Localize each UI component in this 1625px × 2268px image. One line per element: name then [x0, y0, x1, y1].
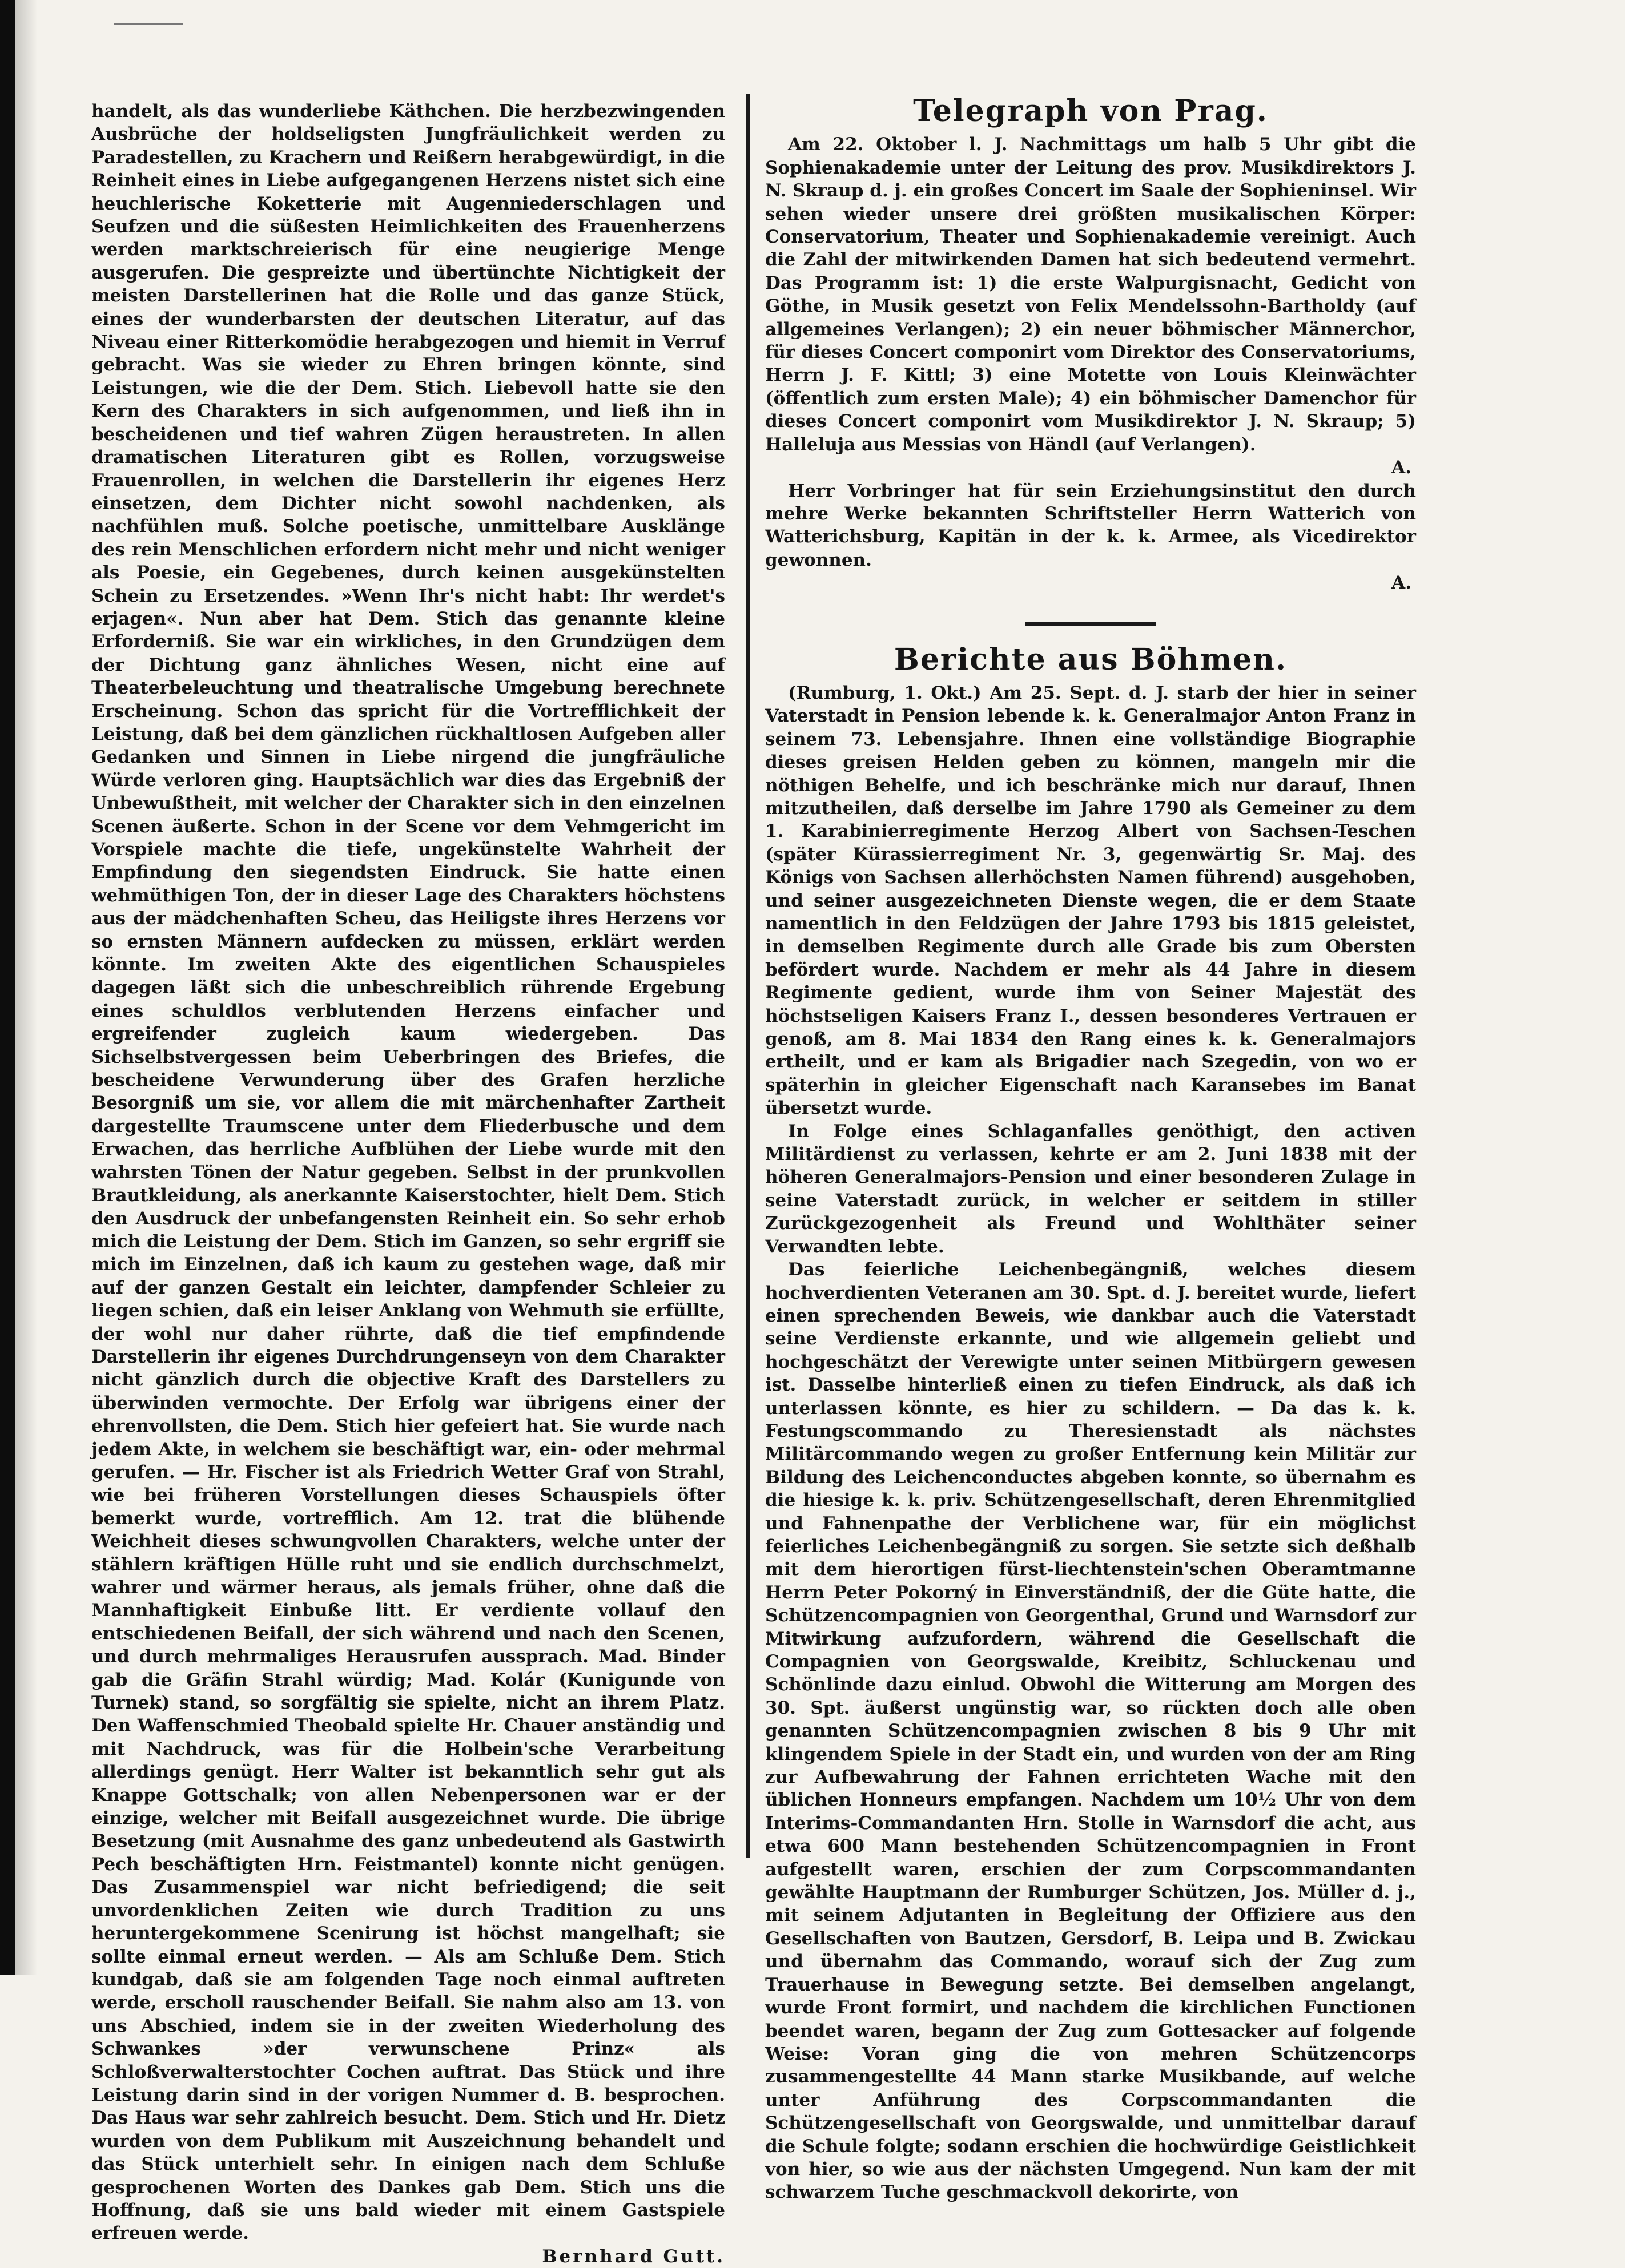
section-title-berichte: Berichte aus Böhmen.	[894, 642, 1288, 677]
left-column	[91, 100, 725, 2268]
telegraph-paragraph-2: Herr Vorbringer hat für sein Erziehungsinstitut den durch mehre Werke bekannten Schriftsteller Herrn Watterich von Watterichsburg, Kapitän in der k. k. Armee, als Vicedirektor gewonnen.	[765, 480, 1416, 570]
telegraph-signature-1: A.	[1391, 457, 1411, 478]
author-signature: Bernhard Gutt.	[542, 2246, 725, 2267]
column-rule	[746, 94, 750, 1858]
telegraph-signature-2: A.	[1391, 573, 1411, 594]
berichte-paragraph-3: Das feierliche Leichenbegängniß, welches diesem hochverdienten Veteranen am 30. Spt. d. J. bereitet wurde, liefert einen sprechenden Beweis, wie dankbar auch die Vaterstadt seine Verdienste erkannte, und wie allgemein geliebt und hochgeschätzt der Verewigte unter seinen Mitbürgern gewesen ist. Dasselbe hinterließ einen zu tiefen Eindruck, als daß ich unterlassen könnte, es hier zu schildern. — Da das k. k. Festungscommando zu Theresienstadt als nächstes Militärcommando wegen zu großer Entfernung kein Militär zur Bildung des Leichenconductes abgeben konnte, so übernahm es die hiesige k. k. priv. Schützengesellschaft, deren Ehrenmitglied und Fahnenpathe der Verblichene war, für ein möglichst feierliches Leichenbegängniß zu sorgen. Sie setzte sich deßhalb mit dem hierortigen fürst-liechtenstein'schen Oberamtmanne Herrn Peter Pokorný in Einverständniß, der die Güte hatte, die Schützencompagnien von Georgenthal, Grund und Warnsdorf zur Mitwirkung aufzufordern, während die Gesellschaft die Compagnien von Georgswalde, Kreibitz, Schluckenau und Schönlinde dazu einlud. Obwohl die Witterung am Morgen des 30. Spt. äußerst ungünstig war, so rückten doch alle oben genannten Schützencompagnien zwischen 8 bis 9 Uhr mit klingendem Spiele in der Stadt ein, und wurden von der am Ring zur Aufbewahrung der Fahnen errichteten Wache mit den üblichen Honneurs empfangen. Nachdem um 10½ Uhr von dem Interims-Commandanten Hrn. Stolle in Warnsdorf die acht, aus etwa 600 Mann bestehenden Schützencompagnien in Front aufgestellt waren, erschien der zum Corpscommandanten gewählte Hauptmann der Rumburger Schützen, Jos. Müller d. j., mit seinem Adjutanten in Begleitung der Offiziere aus den Gesellschaften von Bautzen, Gersdorf, B. Leipa und B. Zwickau und übernahm das Commando, worauf sich der Zug zum Trauerhause in Bewegung setzte. Bei demselben angelangt, wurde Front formirt, und nachdem die kirchlichen Functionen beendet waren, begann der Zug zum Gottesacker auf folgende Weise: Voran ging die von mehren Schützencorps zusammengestellte 44 Mann starke Musikbande, auf welche unter Anführung des Corpscommandanten die Schützengesellschaft von Georgswalde, und unmittelbar darauf die Schule folgte; sodann erschien die hochwürdige Geistlichkeit von hier, so wie aus der nächsten Umgegend. Nun kam der mit schwarzem Tuche geschmackvoll dekorirte, von	[765, 1259, 1416, 2203]
telegraph-paragraph-1: Am 22. Oktober l. J. Nachmittags um halb 5 Uhr gibt die Sophienakademie unter der Leitung des prov. Musikdirektors J. N. Skraup d. j. ein großes Concert im Saale der Sophieninsel. Wir sehen wieder unsere drei größten musikalischen Körper: Conservatorium, Theater und Sophienakademie vereinigt. Auch die Zahl der mitwirkenden Damen hat sich bedeutend vermehrt. Das Programm ist: 1) die erste Walpurgisnacht, Gedicht von Göthe, in Musik gesetzt von Felix Mendelssohn-Bartholdy (auf allgemeines Verlangen); 2) ein neuer böhmischer Männerchor, für dieses Concert componirt vom Direktor des Conservatoriums, Herrn J. F. Kittl; 3) eine Motette von Louis Kleinwächter (öffentlich zum ersten Male); 4) ein böhmischer Damenchor für dieses Concert componirt vom Musikdirektor J. N. Skraup; 5) Halleluja aus Messias von Händl (auf Verlangen).	[765, 134, 1416, 455]
berichte-paragraph-2: In Folge eines Schlaganfalles genöthigt, den activen Militärdienst zu verlassen, kehrte er am 2. Juni 1838 mit der höheren Generalmajors-Pension und einer besonderen Zulage in seine Vaterstadt zurück, in welcher er seitdem in stiller Zurückgezogenheit als Freund und Wohlthäter seiner Verwandten lebte.	[765, 1121, 1416, 1257]
page-edge-shadow	[15, 0, 38, 1975]
right-column	[765, 94, 1416, 2204]
page-edge	[0, 0, 15, 1975]
berichte-paragraph-1: (Rumburg, 1. Okt.) Am 25. Sept. d. J. starb der hier in seiner Vaterstadt in Pension lebende k. k. Generalmajor Anton Franz in seinem 73. Lebensjahre. Ihnen eine vollständige Biographie dieses greisen Helden geben zu können, mangeln mir die nöthigen Behelfe, und ich beschränke mich nur darauf, Ihnen mitzutheilen, daß derselbe im Jahre 1790 als Gemeiner zu dem 1. Karabinierregimente Herzog Albert von Sachsen-Teschen (später Kürassierregiment Nr. 3, gegenwärtig Sr. Maj. des Königs von Sachsen allerhöchsten Namen führend) ausgehoben, und seiner ausgezeichneten Dienste wegen, die er dem Staate namentlich in den Feldzügen der Jahre 1793 bis 1815 geleistet, in demselben Regimente durch alle Grade bis zum Obersten befördert wurde. Nachdem er mehr als 44 Jahre in diesem Regimente gedient, wurde ihm von Seiner Majestät des höchstseligen Kaisers Franz I., dessen besonderes Vertrauen er genoß, am 8. Mai 1834 den Rang eines k. k. Generalmajors ertheilt, und er kam als Brigadier nach Szegedin, von wo er späterhin in gleicher Eigenschaft nach Karansebes im Banat übersetzt wurde.	[765, 682, 1416, 1119]
section-divider	[1025, 622, 1156, 626]
left-paragraph-1: handelt, als das wunderliebe Käthchen. Die herzbezwingenden Ausbrüche der holdseligsten Jungfräulichkeit werden zu Paradestellen, zu Krachern und Reißern herabgewürdigt, in die Reinheit eines in Liebe aufgegangenen Herzens nistet sich eine heuchlerische Koketterie mit Augenniederschlagen und Seufzen und die süßesten Heimlichkeiten des Frauenherzens werden marktschreierisch für eine neugierige Menge ausgerufen. Die gespreizte und übertünchte Nichtigkeit der meisten Darstellerinen hat die Rolle und das ganze Stück, eines der wunderbarsten der deutschen Literatur, auf das Niveau einer Ritterkomödie herabgezogen und hiemit in Verruf gebracht. Was sie wieder zu Ehren bringen könnte, sind Leistungen, wie die der Dem. Stich. Liebevoll hatte sie den Kern des Charakters in sich aufgenommen, und ließ ihn in bescheidenen und tief wahren Zügen heraustreten. In allen dramatischen Literaturen gibt es Rollen, vorzugsweise Frauenrollen, in welchen die Darstellerin ihr eigenes Herz einsetzen, dem Dichter nicht sowohl nachdenken, als nachfühlen muß. Solche poetische, unmittelbare Ausklänge des rein Menschlichen erfordern nicht mehr und nicht weniger als Poesie, ein Gegebenes, durch keinen ausgekünstelten Schein zu Ersetzendes. »Wenn Ihr's nicht habt: Ihr werdet's erjagen«. Nun aber hat Dem. Stich das genannte kleine Erforderniß. Sie war ein wirkliches, in den Grundzügen dem der Dichtung ganz ähnliches Wesen, nicht eine auf Theaterbeleuchtung und theatralische Umgebung berechnete Erscheinung. Schon das spricht für die Vortrefflichkeit der Leistung, daß bei dem gänzlichen rückhaltlosen Aufgeben aller Gedanken und Sinnen in Liebe nirgend die jungfräuliche Würde verloren ging. Hauptsächlich war dies das Ergebniß der Unbewußtheit, mit welcher der Charakter sich in den einzelnen Scenen äußerte. Schon in der Scene vor dem Vehmgericht im Vorspiele machte die tiefe, ungekünstelte Wahrheit der Empfindung den siegendsten Eindruck. Sie hatte einen wehmüthigen Ton, der in dieser Lage des Charakters höchstens aus der mädchenhaften Scheu, das Heiligste ihres Herzens vor so ernsten Männern aufdecken zu müssen, erklärt werden könnte. Im zweiten Akte des eigentlichen Schauspieles dagegen läßt sich die unbeschreiblich rührende Ergebung eines schuldlos verblutenden Herzens einfacher und ergreifender zugleich kaum wiedergeben. Das Sichselbstvergessen beim Ueberbringen des Briefes, die bescheidene Verwunderung über des Grafen herzliche Besorgniß um sie, vor allem die mit märchenhafter Zartheit dargestellte Traumscene unter dem Fliederbusche und dem Erwachen, das herrliche Aufblühen der Liebe wurde mit den wahrsten Tönen der Natur gegeben. Selbst in der prunkvollen Brautkleidung, als anerkannte Kaiserstochter, hielt Dem. Stich den Ausdruck der unbefangensten Reinheit ein. So sehr erhob mich die Leistung der Dem. Stich im Ganzen, so sehr ergriff sie mich im Einzelnen, daß ich kaum zu gestehen wage, daß mir auf der ganzen Gestalt ein leichter, dampfender Schleier zu liegen schien, daß ein leiser Anklang von Wehmuth sie erfüllte, der wohl nur daher rührte, daß die tief empfindende Darstellerin ihr eigenes Durchdrungenseyn von dem Charakter nicht gänzlich durch die objective Kraft des Darstellers zu überwinden vermochte. Der Erfolg war übrigens einer der ehrenvollsten, die Dem. Stich hier gefeiert hat. Sie wurde nach jedem Akte, in welchem sie beschäftigt war, ein- oder mehrmal gerufen. — Hr. Fischer ist als Friedrich Wetter Graf von Strahl, wie bei früheren Vorstellungen dieses Schauspiels öfter bemerkt wurde, vortrefflich. Am 12. trat die blühende Weichheit dieses schwungvollen Charakters, welche unter der stählern kräftigen Hülle ruht und sie endlich durchschmelzt, wahrer und wärmer heraus, als jemals früher, ohne daß die Mannhaftigkeit Einbuße litt. Er verdiente vollauf den entschiedenen Beifall, der sich während und nach den Scenen, und durch mehrmaliges Herausrufen aussprach. Mad. Binder gab die Gräfin Strahl würdig; Mad. Kolár (Kunigunde von Turnek) stand, so sorgfältig sie spielte, nicht an ihrem Platz. Den Waffenschmied Theobald spielte Hr. Chauer anständig und mit Nachdruck, was für die Holbein'sche Verarbeitung allerdings genügt. Herr Walter ist bekanntlich sehr gut als Knappe Gottschalk; von allen Nebenpersonen war er der einzige, welcher mit Beifall ausgezeichnet wurde. Die übrige Besetzung (mit Ausnahme des ganz unbedeutend als Gastwirth Pech beschäftigten Hrn. Feistmantel) konnte nicht genügen. Das Zusammenspiel war nicht befriedigend; die seit unvordenklichen Zeiten wie durch Tradition zu uns heruntergekommene Scenirung ist höchst mangelhaft; sie sollte einmal erneut werden. — Als am Schluße Dem. Stich kundgab, daß sie am folgenden Tage noch einmal auftreten werde, erscholl rauschender Beifall. Sie nahm also am 13. von uns Abschied, indem sie in der zweiten Wiederholung des Schwankes »der verwunschene Prinz« als Schloßverwalterstochter Cochen auftrat. Das Stück und ihre Leistung darin sind in der vorigen Nummer d. B. besprochen. Das Haus war sehr zahlreich besucht. Dem. Stich und Hr. Dietz wurden von dem Publikum mit Auszeichnung behandelt und das Stück unterhielt sehr. In einigen nach dem Schluße gesprochenen Worten des Dankes gab Dem. Stich uns die Hoffnung, daß sie uns bald wieder mit einem Gastspiele erfreuen werde.	[91, 101, 725, 2244]
top-mark	[114, 23, 183, 27]
section-title-telegraph: Telegraph von Prag.	[913, 94, 1268, 128]
